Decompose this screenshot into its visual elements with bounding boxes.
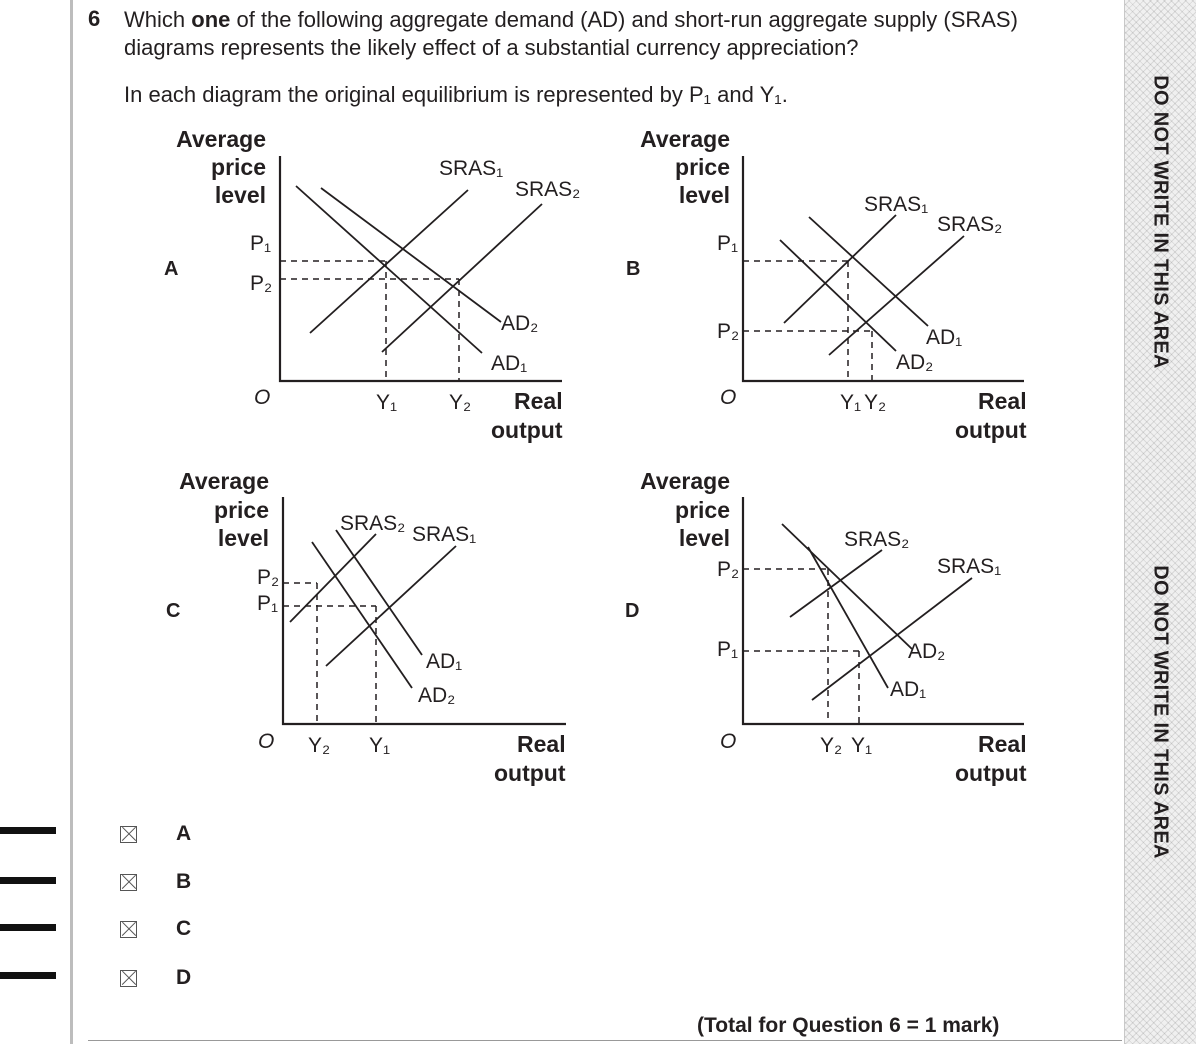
sras2-label: SRAS₂ (340, 512, 406, 535)
y1-label: Y₁ (840, 391, 862, 414)
y-axis-title: Average (179, 468, 269, 494)
question-text: Which one of the following aggregate demand (AD) and short-run aggregate supply (SRAS) diagrams represents the likely effect of a substantial currency appreciation? (124, 7, 1018, 60)
answer-option-d[interactable] (120, 966, 192, 990)
y1-label: Y₁ (376, 391, 398, 414)
y2-label: Y₂ (864, 391, 887, 414)
y1-label: Y₁ (369, 734, 391, 757)
origin-label: O (720, 386, 737, 409)
ad1-label: AD₁ (426, 650, 463, 673)
x-axis-title: output (955, 417, 1027, 443)
y-axis-title: level (214, 182, 266, 208)
diagram-letter-d: D (625, 600, 640, 622)
y-axis-title: price (214, 497, 269, 523)
y-axis-title: level (217, 525, 269, 551)
answer-option-b[interactable] (120, 870, 192, 894)
y-axis-title: Average (640, 126, 730, 152)
ad1-curve (808, 547, 888, 688)
y-axis-title: price (211, 154, 266, 180)
answer-option-c[interactable] (120, 917, 192, 941)
p1-label: P₁ (717, 638, 739, 661)
question-number: 6 (88, 6, 101, 31)
margin-notice-top: DO NOT WRITE IN THIS AREA (1149, 75, 1172, 369)
ad2-label: AD₂ (501, 312, 539, 335)
p1-label: P₁ (257, 592, 279, 615)
x-axis-title: Real (978, 388, 1027, 414)
crossed-checkbox-icon[interactable] (120, 970, 137, 987)
y-axis-title: level (678, 182, 730, 208)
diagram-letter-b: B (626, 258, 641, 280)
crossed-checkbox-icon[interactable] (120, 826, 137, 843)
sras1-label: SRAS₁ (864, 193, 929, 216)
ad2-label: AD₂ (418, 684, 456, 707)
x-axis-title: output (491, 417, 563, 443)
sras1-label: SRAS₁ (412, 523, 477, 546)
sras2-label: SRAS₂ (844, 528, 910, 551)
y-axis-title: price (675, 154, 730, 180)
y-axis-title: level (678, 525, 730, 551)
y-axis-title: Average (176, 126, 266, 152)
sras2-label: SRAS₂ (515, 178, 581, 201)
answer-label: D (176, 966, 192, 989)
y2-label: Y₂ (308, 734, 331, 757)
crossed-checkbox-icon[interactable] (120, 921, 137, 938)
p1-label: P₁ (250, 232, 272, 255)
y2-label: Y₂ (820, 734, 843, 757)
x-axis-title: output (494, 760, 566, 786)
ad2-label: AD₂ (908, 640, 946, 663)
answer-option-a[interactable] (120, 822, 192, 846)
sras1-label: SRAS₁ (439, 157, 504, 180)
answer-label: B (176, 870, 192, 893)
question-subtext: In each diagram the original equilibrium is represented by P₁ and Y₁. (124, 82, 788, 107)
origin-label: O (720, 730, 737, 753)
bottom-rule (88, 1040, 1122, 1041)
origin-label: O (254, 386, 271, 409)
y2-label: Y₂ (449, 391, 472, 414)
ad1-label: AD₁ (926, 326, 963, 349)
p2-label: P₂ (717, 320, 740, 343)
p2-label: P₂ (717, 558, 740, 581)
margin-notice-bottom: DO NOT WRITE IN THIS AREA (1149, 565, 1172, 859)
x-axis-title: Real (514, 388, 563, 414)
x-axis-title: output (955, 760, 1027, 786)
x-axis-title: Real (978, 731, 1027, 757)
y-axis-title: Average (640, 468, 730, 494)
crossed-checkbox-icon[interactable] (120, 874, 137, 891)
total-marks: (Total for Question 6 = 1 mark) (697, 1014, 1000, 1037)
p2-label: P₂ (257, 566, 280, 589)
origin-label: O (258, 730, 275, 753)
y-axis-title: price (675, 497, 730, 523)
answer-label: C (176, 917, 192, 940)
ad1-label: AD₁ (890, 678, 927, 701)
p2-label: P₂ (250, 272, 273, 295)
p1-label: P₁ (717, 232, 739, 255)
diagram-letter-a: A (164, 258, 179, 280)
diagram-letter-c: C (166, 600, 181, 622)
sras2-label: SRAS₂ (937, 213, 1003, 236)
ad1-label: AD₁ (491, 352, 528, 375)
y1-label: Y₁ (851, 734, 873, 757)
sras1-label: SRAS₁ (937, 555, 1002, 578)
ad2-label: AD₂ (896, 351, 934, 374)
x-axis-title: Real (517, 731, 566, 757)
answer-label: A (176, 822, 192, 845)
